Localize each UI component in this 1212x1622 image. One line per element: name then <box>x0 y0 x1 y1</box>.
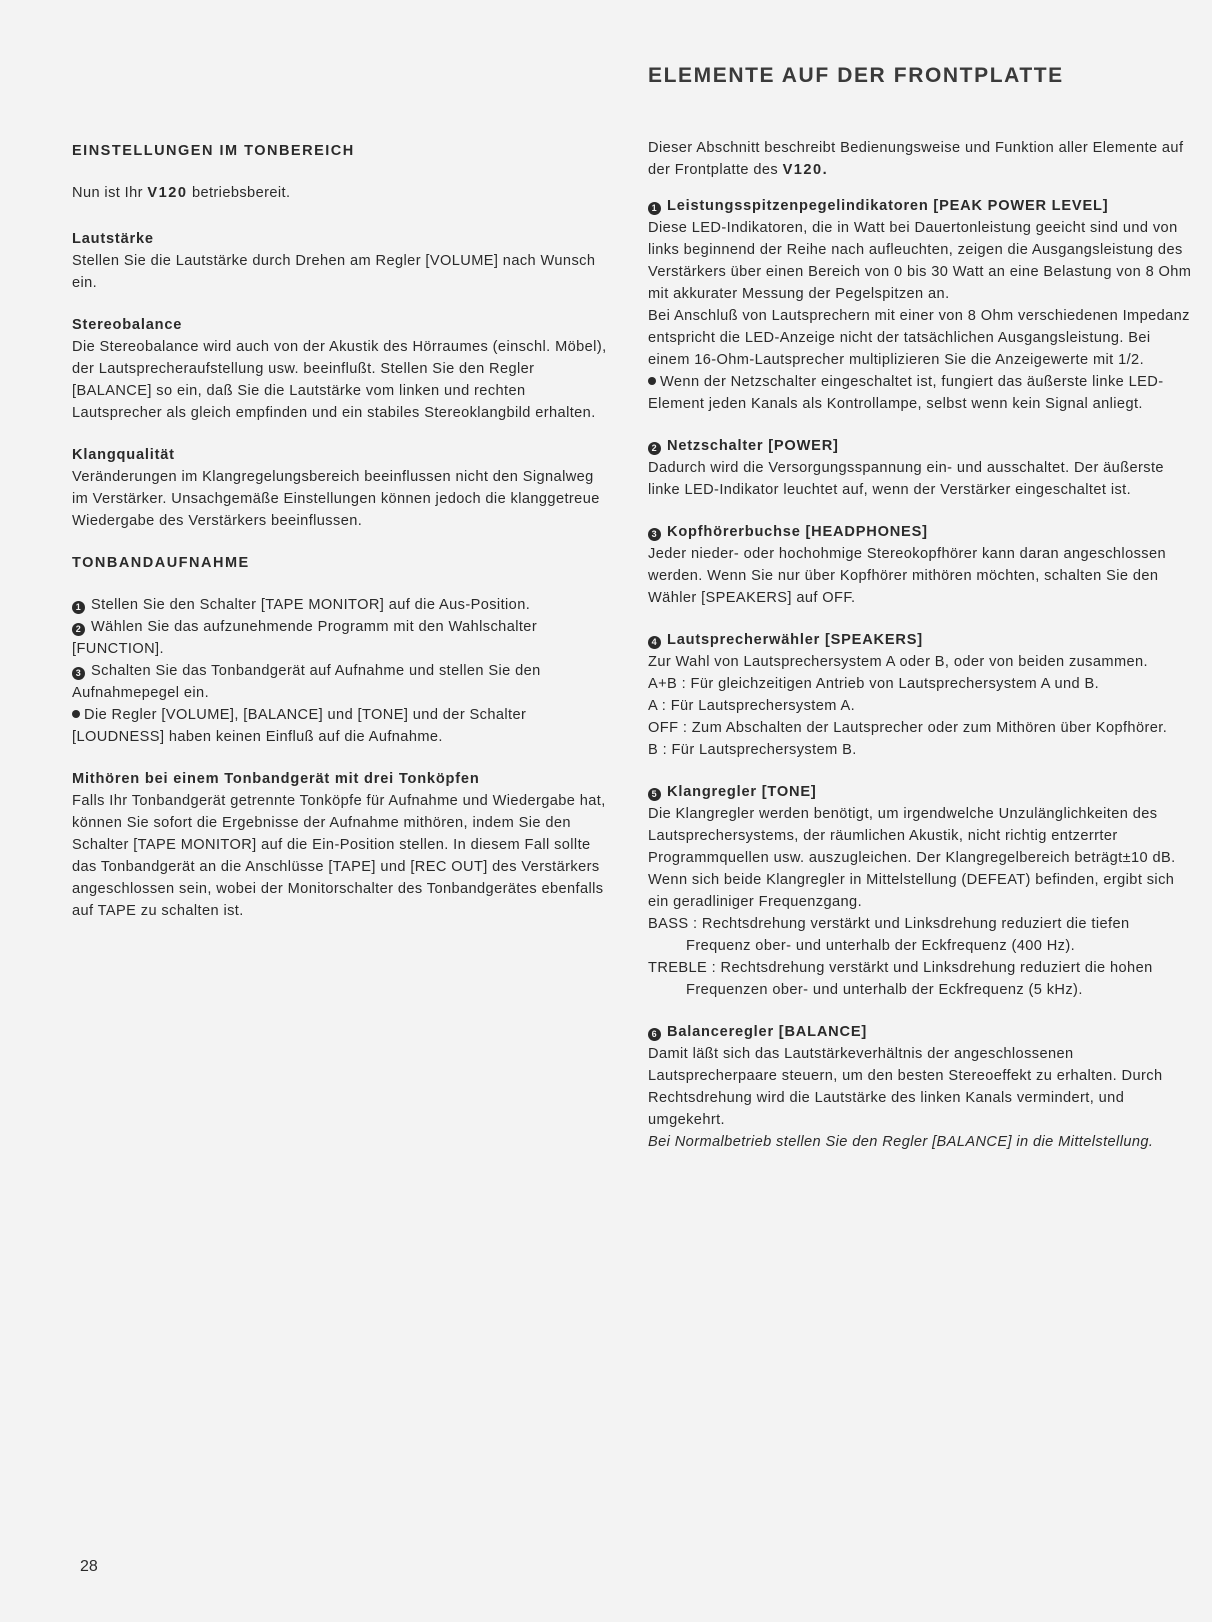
model-name: V120 <box>147 185 188 201</box>
item-3-paragraph: Jeder nieder- oder hochohmige Stereokopfhörer kann daran angeschlossen werden. Wenn Sie nur über Kopfhörer mithören möchten, schalten Sie den Wähler [SPEAKERS] auf OFF. <box>648 546 1167 606</box>
item-4-option-a: A : Für Lautsprechersystem A. <box>648 698 856 714</box>
frontplatte-intro <box>648 137 1193 181</box>
paragraph-mithoeren: Falls Ihr Tonbandgerät getrennte Tonköpfe für Aufnahme und Wiedergabe hat, können Sie sofort die Ergebnisse der Aufnahme mithören, indem Sie den Schalter [TAPE MONITOR] auf die Ein-Position stellen. In diesem Fall sollte das Tonbandgerät an die Anschlüsse [TAPE] und [REC OUT] des Verstärkers angeschlossen sein, wobei der Monitorschalter des Tonbandgerätes ebenfalls auf TAPE zu schalten ist. <box>72 793 606 919</box>
item-2-heading <box>648 435 1193 457</box>
number-2-icon: 2 <box>648 442 661 455</box>
item-2-heading-text: Netzschalter [POWER] <box>667 438 839 454</box>
intro-text <box>72 182 610 204</box>
paragraph-klangqualitaet: Veränderungen im Klangregelungsbereich beeinflussen nicht den Signalweg im Verstärker. Unsachgemäße Einstellungen können jedoch die klanggetreue Wiedergabe des Verstärkers beeinflussen. <box>72 469 600 529</box>
item-4-option-ab: A+B : Für gleichzeitigen Antrieb von Lautsprechersystem A und B. <box>648 676 1100 692</box>
page-number: 28 <box>80 1558 98 1575</box>
step-1 <box>72 594 610 616</box>
bullet-icon <box>72 710 80 718</box>
recording-note <box>72 704 610 748</box>
number-1-icon: 1 <box>648 202 661 215</box>
item-5-paragraph: Die Klangregler werden benötigt, um irgendwelche Unzulänglichkeiten des Lautsprechersystems, der räumlichen Akustik, nicht richtig entzerrter Programmquellen usw. auszugleichen. Der Klangregelbereich beträgt±10 dB. Wenn sich beide Klangregler in Mittelstellung (DEFEAT) befinden, ergibt sich ein geradliniger Frequenzgang. <box>648 806 1176 910</box>
number-3-icon: 3 <box>72 667 85 680</box>
left-column <box>72 140 610 922</box>
intro-text-a: Nun ist Ihr <box>72 185 143 201</box>
item-3-heading-text: Kopfhörerbuchse [HEADPHONES] <box>667 524 928 540</box>
item-1-note <box>648 371 1193 415</box>
section-heading-tonbandaufnahme: TONBANDAUFNAHME <box>72 555 250 571</box>
page-title: ELEMENTE AUF DER FRONTPLATTE <box>648 64 1064 87</box>
item-4-paragraph: Zur Wahl von Lautsprechersystem A oder B, oder von beiden zusammen. <box>648 654 1148 670</box>
item-2-paragraph: Dadurch wird die Versorgungsspannung ein- und ausschaltet. Der äußerste linke LED-Indikator leuchtet auf, wenn der Verstärker eingeschaltet ist. <box>648 460 1164 498</box>
number-5-icon: 5 <box>648 788 661 801</box>
number-4-icon: 4 <box>648 636 661 649</box>
number-1-icon: 1 <box>72 601 85 614</box>
step-2-text: Wählen Sie das aufzunehmende Programm mit den Wahlschalter [FUNCTION]. <box>72 619 538 657</box>
item-4-heading-text: Lautsprecherwähler [SPEAKERS] <box>667 632 923 648</box>
number-3-icon: 3 <box>648 528 661 541</box>
step-1-text: Stellen Sie den Schalter [TAPE MONITOR] auf die Aus-Position. <box>91 597 531 613</box>
subheading-mithoeren: Mithören bei einem Tonbandgerät mit drei Tonköpfen <box>72 771 480 787</box>
number-2-icon: 2 <box>72 623 85 636</box>
item-4-option-off: OFF : Zum Abschalten der Lautsprecher oder zum Mithören über Kopfhörer. <box>648 720 1168 736</box>
item-6-heading <box>648 1021 1193 1043</box>
paragraph-lautstaerke: Stellen Sie die Lautstärke durch Drehen am Regler [VOLUME] nach Wunsch ein. <box>72 253 596 291</box>
item-1-heading <box>648 195 1193 217</box>
item-1-note-text: Wenn der Netzschalter eingeschaltet ist, fungiert das äußerste linke LED-Element jeden Kanals als Kontrollampe, selbst wenn kein Signal anliegt. <box>648 374 1164 412</box>
item-1-paragraph-2: Bei Anschluß von Lautsprechern mit einer von 8 Ohm verschiedenen Impedanz entspricht die LED-Anzeige nicht der tatsächlichen Ausgangsleistung. Bei einem 16-Ohm-Lautsprecher multiplizieren Sie die Anzeigewerte mit 1/2. <box>648 308 1190 368</box>
subheading-lautstaerke: Lautstärke <box>72 231 154 247</box>
subheading-klangqualitaet: Klangqualität <box>72 447 175 463</box>
item-4-heading <box>648 629 1193 651</box>
item-1-paragraph-1: Diese LED-Indikatoren, die in Watt bei Dauertonleistung geeicht sind und von links beginnend der Reihe nach aufleuchten, zeigen die Ausgangsleistung des Verstärkers über einen Bereich von 0 bis 30 Watt an eine Belastung von 8 Ohm mit akkurater Messung der Pegelspitzen an. <box>648 220 1192 302</box>
model-name-right: V120. <box>782 162 829 178</box>
item-5-bass: BASS : Rechtsdrehung verstärkt und Linksdrehung reduziert die tiefen Frequenz ober- und unterhalb der Eckfrequenz (400 Hz). <box>648 916 1130 954</box>
step-3 <box>72 660 610 704</box>
intro-text-b: betriebsbereit. <box>191 185 291 201</box>
step-3-text: Schalten Sie das Tonbandgerät auf Aufnahme und stellen Sie den Aufnahmepegel ein. <box>72 663 541 701</box>
subheading-stereobalance: Stereobalance <box>72 317 183 333</box>
item-6-heading-text: Balanceregler [BALANCE] <box>667 1024 868 1040</box>
item-4-option-b: B : Für Lautsprechersystem B. <box>648 742 857 758</box>
item-1-heading-text: Leistungsspitzenpegelindikatoren [PEAK POWER LEVEL] <box>667 198 1109 214</box>
paragraph-stereobalance: Die Stereobalance wird auch von der Akustik des Hörraumes (einschl. Möbel), der Lautsprecheraufstellung usw. beeinflußt. Stellen Sie den Regler [BALANCE] so ein, daß Sie die Lautstärke vom linken und rechten Lautsprecher als gleich empfinden und ein stabiles Stereoklangbild erhalten. <box>72 339 607 421</box>
step-2 <box>72 616 610 660</box>
frontplatte-intro-text: Dieser Abschnitt beschreibt Bedienungsweise und Funktion aller Elemente auf der Frontplatte des <box>648 140 1184 178</box>
bullet-icon <box>648 377 656 385</box>
recording-note-text: Die Regler [VOLUME], [BALANCE] und [TONE] und der Schalter [LOUDNESS] haben keinen Einfluß auf die Aufnahme. <box>72 707 527 745</box>
number-6-icon: 6 <box>648 1028 661 1041</box>
item-6-paragraph: Damit läßt sich das Lautstärkeverhältnis der angeschlossenen Lautsprecherpaare steuern, um den besten Stereoeffekt zu erhalten. Durch Rechtsdrehung wird die Lautstärke des linken Kanals vermindert, und umgekehrt. <box>648 1046 1163 1128</box>
item-6-italic-note: Bei Normalbetrieb stellen Sie den Regler [BALANCE] in die Mittelstellung. <box>648 1134 1154 1150</box>
item-3-heading <box>648 521 1193 543</box>
item-5-heading-text: Klangregler [TONE] <box>667 784 817 800</box>
item-5-heading <box>648 781 1193 803</box>
item-5-treble: TREBLE : Rechtsdrehung verstärkt und Linksdrehung reduziert die hohen Frequenzen ober- und unterhalb der Eckfrequenz (5 kHz). <box>648 960 1153 998</box>
section-heading-einstellungen: EINSTELLUNGEN IM TONBEREICH <box>72 143 355 159</box>
right-column <box>648 137 1193 1153</box>
